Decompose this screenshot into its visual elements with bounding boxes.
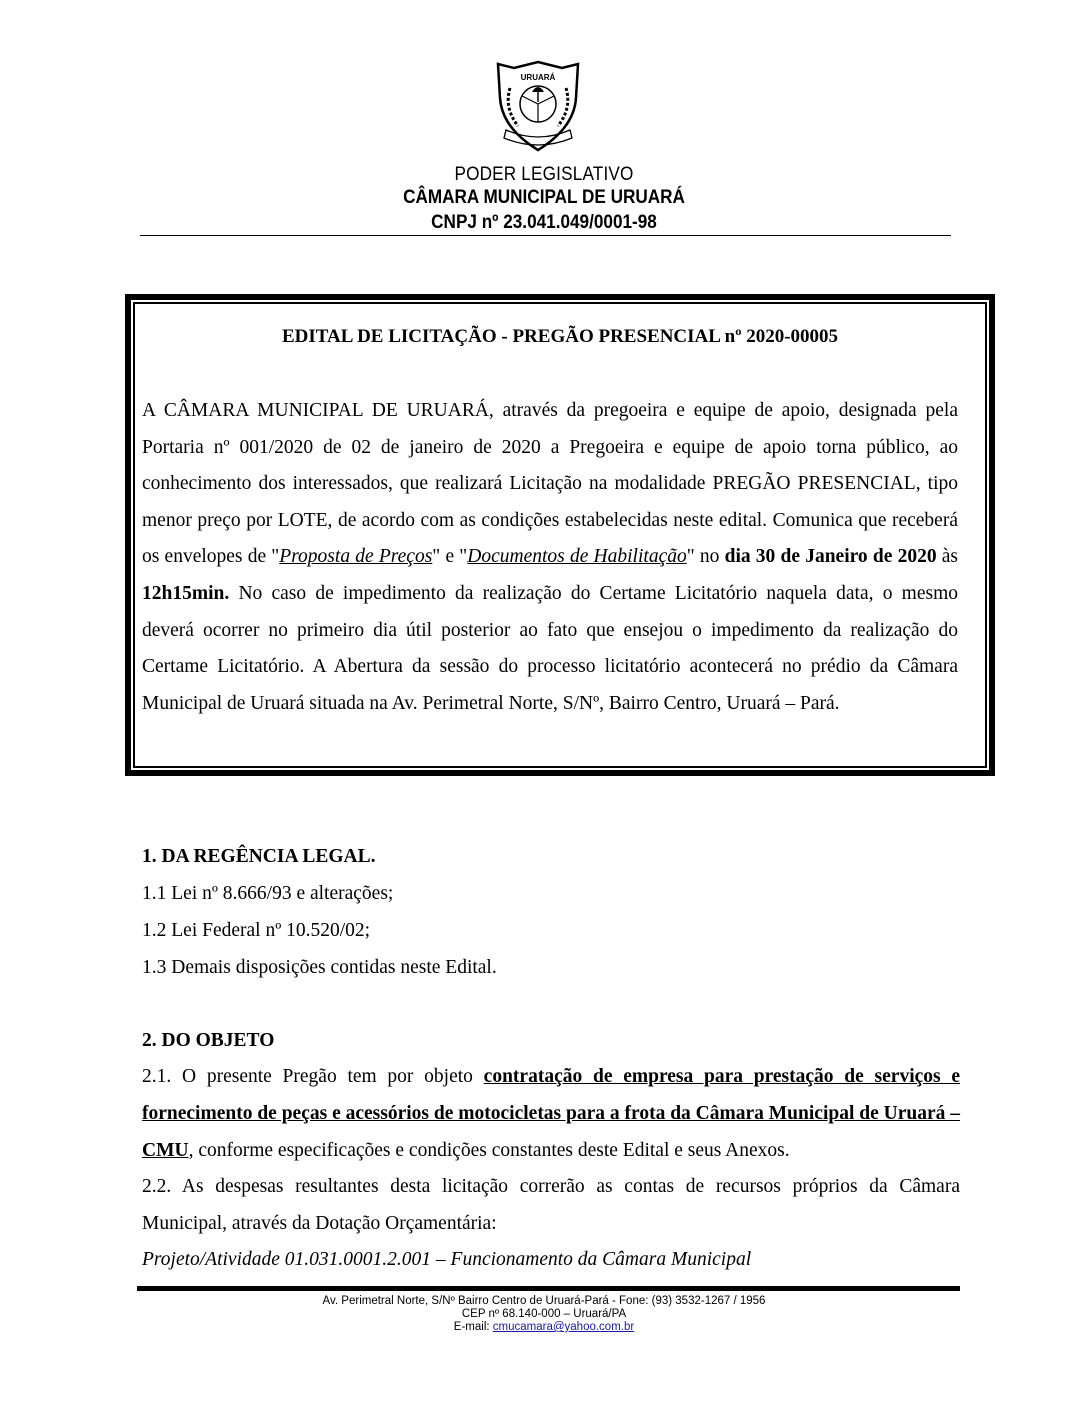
section1-title: 1. DA REGÊNCIA LEGAL. (142, 846, 376, 867)
footer-email-line (0, 1321, 1088, 1334)
session-time: 12h15min. (142, 582, 230, 604)
notice-text-4: às (936, 546, 959, 568)
p21-prefix: 2.1. O presente Pregão tem por objeto (142, 1066, 484, 1087)
doc-habilitacao: Documentos de Habilitação (467, 546, 687, 568)
notice-text-5: No caso de impedimento da realização do Certame Licitatório naquela data, o mesmo deverá ocorrer no primeiro dia útil posterior ao fato que ensejou o impedimento da realização do Certame Licitatório. A Abertura da sessão do processo licitatório acontecerá no prédio da Câmara Municipal de Uruará situada na Av. Perimetral Norte, S/Nº, Bairro Centro, Uruará – Pará. (142, 582, 958, 714)
p21-suffix: , conforme especificações e condições constantes deste Edital e seus Anexos. (188, 1140, 790, 1161)
p21-object: contratação de empresa para prestação de serviços e fornecimento de peças e acessórios de motocicletas para a frota da Câmara Municipal de Uruará – CMU (142, 1066, 961, 1161)
doc-proposta: Proposta de Preços (279, 546, 433, 568)
municipal-seal-icon (492, 58, 584, 154)
seal-label: URUARÁ (520, 73, 556, 82)
section2-paragraph-2: 2.2. As despesas resultantes desta licitação correrão as contas de recursos próprios da Câmara Municipal, através da Dotação Orçamentária: (142, 1176, 960, 1234)
footer-address: Av. Perimetral Norte, S/Nº Bairro Centro de Uruará-Pará - Fone: (93) 3532-1267 / 1956 (322, 1295, 766, 1307)
header-institution: CÂMARA MUNICIPAL DE URUARÁ (403, 186, 685, 208)
footer-cep: CEP nº 68.140-000 – Uruará/PA (461, 1308, 627, 1320)
footer-email-label: E-mail: (453, 1321, 493, 1333)
notice-title: EDITAL DE LICITAÇÃO - PREGÃO PRESENCIAL nº 2020-00005 (281, 326, 839, 347)
header-cnpj: CNPJ nº 23.041.049/0001-98 (431, 211, 657, 233)
footer-divider (137, 1286, 960, 1291)
section2-paragraph-1 (142, 1058, 960, 1169)
notice-text-3: " no (686, 546, 725, 568)
budget-project: Projeto/Atividade 01.031.0001.2.001 – Funcionamento da Câmara Municipal (142, 1249, 752, 1270)
section2-title: 2. DO OBJETO (142, 1030, 275, 1051)
notice-text-2: " e " (432, 546, 468, 568)
notice-body (142, 393, 958, 722)
footer-email-link[interactable]: cmucamara@yahoo.com.br (492, 1321, 635, 1333)
header-branch: PODER LEGISLATIVO (454, 163, 634, 185)
section1-item: 1.1 Lei nº 8.666/93 e alterações; (142, 883, 394, 904)
notice-text-1: A CÂMARA MUNICIPAL DE URUARÁ, através da pregoeira e equipe de apoio, designada pela Portaria nº 001/2020 de 02 de janeiro de 2020 a Pregoeira e equipe de apoio torna público, ao conhecimento dos interessados, que realizará Licitação na modalidade PREGÃO PRESENCIAL, tipo menor preço por LOTE, de acordo com as condições estabelecidas neste edital. Comunica que receberá os envelopes de " (142, 400, 958, 568)
session-date: dia 30 de Janeiro de 2020 (724, 546, 937, 568)
section1-item: 1.2 Lei Federal nº 10.520/02; (142, 920, 371, 941)
header-divider (140, 235, 951, 236)
section1-item: 1.3 Demais disposições contidas neste Edital. (142, 957, 497, 978)
